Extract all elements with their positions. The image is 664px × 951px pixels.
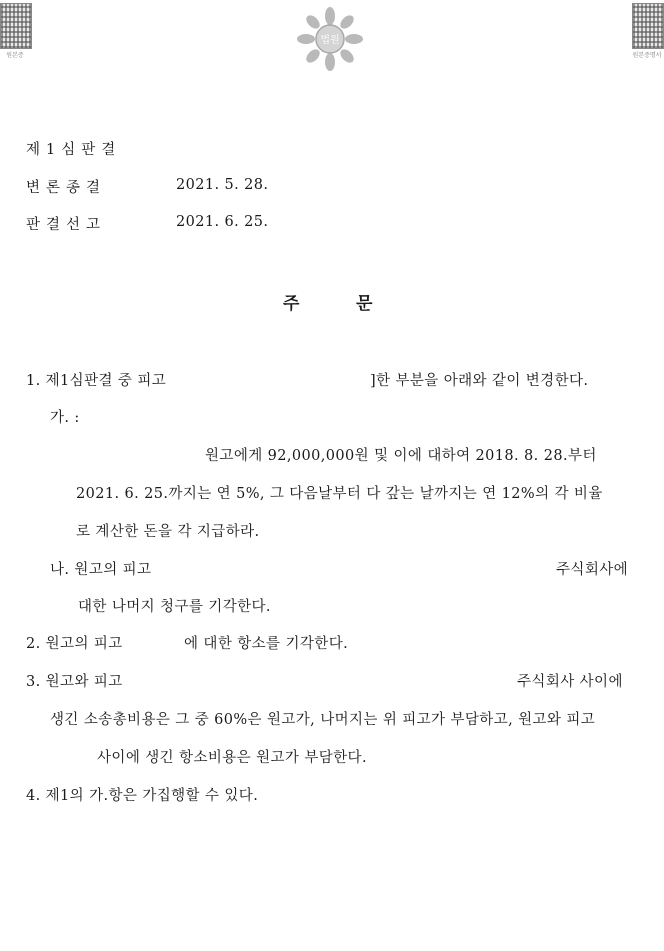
item-2-start: 2. 원고의 피고 xyxy=(26,636,123,652)
item-3-start: 3. 원고와 피고 xyxy=(26,674,123,690)
item-1-na-line-2: 대한 나머지 청구를 기각한다. xyxy=(78,599,271,615)
item-1-end: ]한 부분을 아래와 같이 변경한다. xyxy=(370,373,589,389)
item-1-na-end: 주식회사에 xyxy=(556,562,629,578)
item-3-line-2: 생긴 소송총비용은 그 중 60%은 원고가, 나머지는 위 피고가 부담하고, 원고와 피고 xyxy=(50,712,596,728)
qr-code-icon xyxy=(632,3,664,49)
item-1-ga-line-2: 2021. 6. 25.까지는 연 5%, 그 다음날부터 다 갚는 날까지는 연 12%의 각 비율 xyxy=(76,486,603,502)
item-1-na-start: 나. 원고의 피고 xyxy=(50,562,152,578)
item-1-ga-line-3: 로 계산한 돈을 각 지급하라. xyxy=(76,524,260,540)
court-seal-emblem xyxy=(293,4,367,74)
item-1-ga-line-1: 원고에게 92,000,000원 및 이에 대하여 2018. 8. 28.부터 xyxy=(205,448,597,464)
argument-end-date: 2021. 5. 28. xyxy=(176,177,269,193)
item-4: 4. 제1의 가.항은 가집행할 수 있다. xyxy=(26,788,259,804)
item-1-start: 1. 제1심판결 중 피고 xyxy=(26,373,167,389)
sentencing-date: 2021. 6. 25. xyxy=(176,214,269,230)
qr-stamp-right xyxy=(632,3,662,59)
stamp-caption-right: 원본증명서 xyxy=(632,52,662,59)
title-char-1: 주 xyxy=(283,294,300,314)
seal-text: 법원 xyxy=(320,35,340,46)
item-3-end: 주식회사 사이에 xyxy=(517,674,623,690)
sentencing-label: 판결선고 xyxy=(26,217,107,233)
qr-code-icon xyxy=(0,3,32,49)
argument-end-label: 변론종결 xyxy=(26,180,107,196)
item-2-end: 에 대한 항소를 기각한다. xyxy=(184,636,349,652)
qr-stamp-left xyxy=(0,3,30,59)
stamp-caption-left: 원본증 xyxy=(6,52,24,59)
item-3-line-3: 사이에 생긴 항소비용은 원고가 부담한다. xyxy=(97,750,367,766)
first-instance-label: 제1심판결 xyxy=(26,142,122,158)
item-1-ga-label: 가. : xyxy=(50,410,80,426)
title-char-2: 문 xyxy=(356,294,373,314)
